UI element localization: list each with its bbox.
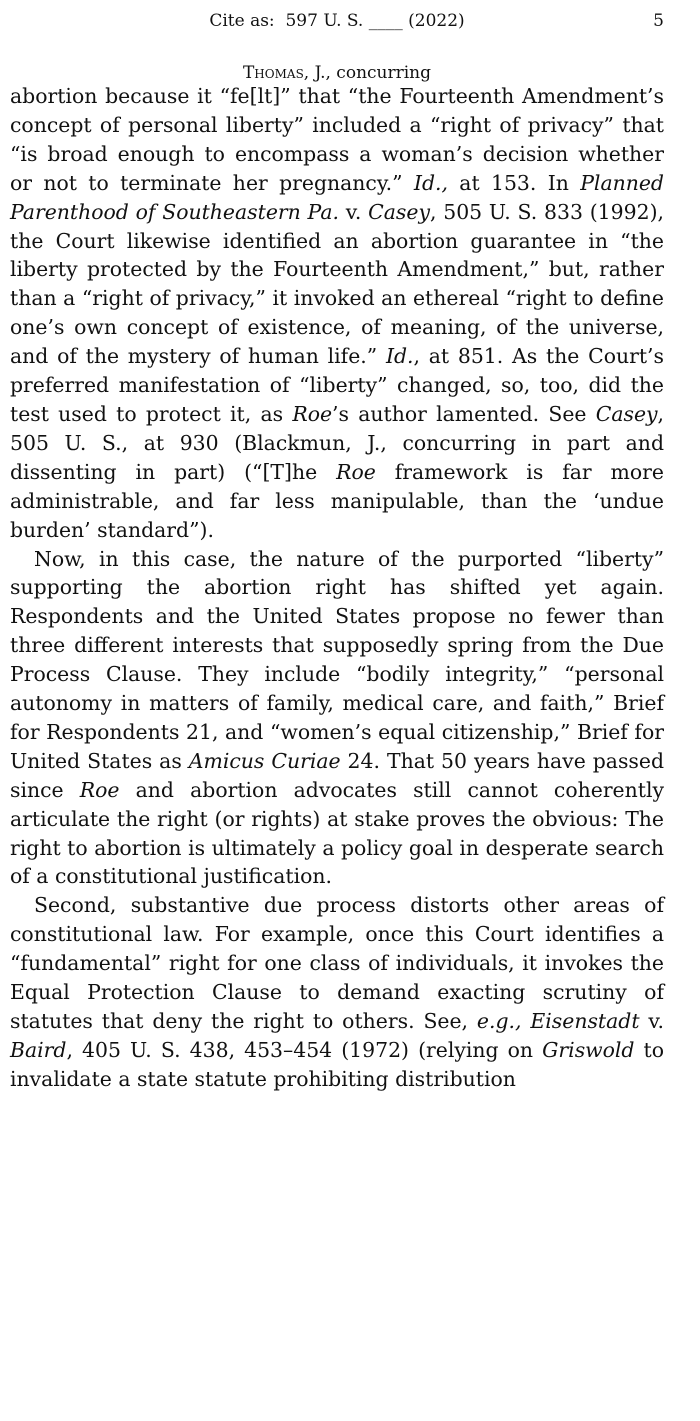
italic-text: e.g., Eisenstadt: [476, 1009, 640, 1033]
italic-text: Id.,: [413, 170, 448, 195]
text-run: ’s author lamented. See: [332, 401, 596, 426]
paragraph: [10, 891, 664, 1093]
running-head: [10, 0, 664, 44]
italic-text: Baird: [10, 1037, 67, 1062]
italic-text: Griswold: [542, 1037, 635, 1062]
text-run: to invalidate a state statute prohibiting distribution: [10, 1037, 665, 1091]
text-run: abortion because it “fe[lt]” that “the Fourteenth Amendment’s concept of personal liberty” included a “right of privacy” that “is broad enough to encompass a woman’s decision whether or not to terminate her pregnancy.”: [10, 84, 664, 195]
italic-text: Casey: [595, 401, 658, 426]
italic-text: Roe: [79, 777, 120, 802]
text-run: and abortion advocates still cannot coherently articulate the right (or rights) at stake proves the obvious: The right to abortion is ultimately a policy goal in desperate search of a constitutional justification.: [10, 777, 664, 889]
text-run: v.: [339, 199, 369, 224]
text-run: framework is far more administrable, and far less manipulable, than the ‘undue burden’ standard”).: [10, 459, 664, 542]
italic-text: Casey: [368, 199, 430, 224]
text-run: Now, in this case, the nature of the purported “liberty” supporting the abortion right has shifted yet again. Respondents and the United States propose no fewer than three different interests that supposedly spring from the Due Process Clause. They include “bodily integrity,” “personal autonomy in matters of family, medical care, and faith,” Brief for Respondents 21, and “women’s equal citizenship,” Brief for United States as: [10, 546, 664, 773]
paragraph: [10, 82, 664, 545]
text-run: , 505 U. S., at 930 (Blackmun, J., concurring in part and dissenting in part) (“[T]he: [10, 401, 665, 484]
opinion-author-line: [10, 44, 664, 86]
paragraph: [10, 545, 664, 892]
text-run: , 405 U. S. 438, 453–454 (1972) (relying on: [66, 1037, 543, 1062]
author-role: , J., concurring: [303, 63, 432, 83]
opinion-body: [10, 82, 664, 1094]
text-run: Second, substantive due process distorts other areas of constitutional law. For example, once this Court identifies a “fundamental” right for one class of individuals, it invokes the Equal Protection Clause to demand exacting scrutiny of statutes that deny the right to others. See,: [10, 893, 664, 1033]
italic-text: Id.: [385, 344, 414, 369]
document-page: [10, 0, 664, 1094]
text-run: v.: [639, 1009, 664, 1033]
page-number: 5: [653, 11, 664, 31]
text-run: at 153. In: [447, 170, 581, 195]
italic-text: Planned Parenthood of Southeastern Pa.: [10, 170, 664, 224]
italic-text: Amicus Curiae: [188, 748, 341, 773]
text-run: , 505 U. S. 833 (1992), the Court likewise identified an abortion guarantee in “the liberty protected by the Fourteenth Amendment,” but, rather than a “right of privacy,” it invoked an ethereal “right to define one’s own concept of existence, of meaning, of the universe, and of the mystery of human life.”: [10, 199, 665, 369]
citation-line: Cite as: 597 U. S. ____ (2022): [209, 11, 465, 31]
author-name: Thomas: [242, 63, 304, 83]
italic-text: Roe: [336, 459, 376, 484]
italic-text: Roe: [292, 401, 333, 426]
text-run: 24. That 50 years have passed since: [10, 748, 665, 802]
text-run: , at 851. As the Court’s preferred manifestation of “liberty” changed, so, too, did the test used to protect it, as: [10, 344, 664, 426]
